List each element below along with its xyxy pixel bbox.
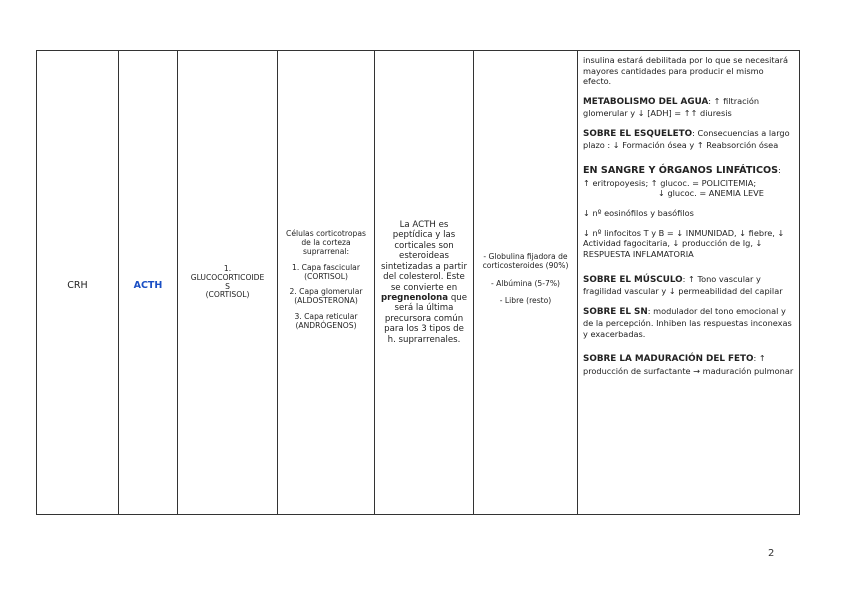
effect-bone-text: : Consecuencias a largo plazo : ↓ Formación ósea y ↑ Reabsorción ósea <box>583 128 790 151</box>
effect-blood-colon: : <box>778 165 781 176</box>
effect-water <box>583 96 794 119</box>
effect-muscle <box>583 274 794 297</box>
transport-item-1: - Globulina fijadora de corticosteroides (90%) <box>482 251 569 271</box>
synthesis-after: que será la última precursora común para los 3 tipos de h. suprarrenales. <box>384 292 468 345</box>
target-hormone-name-1: GLUCOCORTICOIDE <box>190 272 265 282</box>
synthesis-cell <box>375 51 474 515</box>
cells-item-2: 2. Capa glomerular (ALDOSTERONA) <box>289 287 363 306</box>
effect-bone <box>583 128 794 151</box>
effects-cell <box>578 51 800 515</box>
effect-nervous <box>583 306 794 340</box>
producing-cells-cell <box>278 51 375 515</box>
transport-list <box>474 252 577 306</box>
target-hormone <box>178 265 277 301</box>
effect-fetus-text: : ↑ producción de surfactante → maduración pulmonar <box>583 353 794 376</box>
effect-water-heading: METABOLISMO DEL AGUA <box>583 96 709 107</box>
effect-nervous-text: : modulador del tono emocional y de la percepción. Inhiben las respuestas inconexas y exacerbadas. <box>583 305 792 339</box>
hypothalamic-hormone: CRH <box>67 280 88 291</box>
effect-blood-heading: EN SANGRE Y ÓRGANOS LINFÁTICOS <box>583 165 779 177</box>
effect-muscle-heading: SOBRE EL MÚSCULO <box>583 274 683 285</box>
pituitary-hormone: ACTH <box>133 280 163 291</box>
transport-item-2: - Albúmina (5-7%) <box>490 278 561 288</box>
table-row <box>37 51 800 515</box>
pituitary-hormone-cell <box>119 51 178 515</box>
effect-fetus <box>583 353 794 376</box>
cells-item-1: 1. Capa fascicular (CORTISOL) <box>292 262 360 281</box>
effect-bone-heading: SOBRE EL ESQUELETO <box>583 129 693 140</box>
transport-item-3: - Libre (resto) <box>499 295 552 305</box>
cells-item-3: 3. Capa reticular (ANDRÓGENOS) <box>294 311 358 330</box>
synthesis-bold: pregnenolona <box>380 292 449 303</box>
synthesis-text <box>375 220 473 346</box>
effect-water-text: : ↑ filtración glomerular y ↓ [ADH] = ↑↑ diuresis <box>583 95 760 119</box>
effect-blood-line-1: ↑ eritropoyesis; ↑ glucoc. = POLICITEMIA; <box>583 177 757 188</box>
effect-blood <box>583 165 794 199</box>
hormone-table <box>36 50 800 515</box>
cells-intro: Células corticotropas de la corteza suprarrenal: <box>286 228 366 257</box>
effect-insulin: insulina estará debilitada por lo que se necesitará mayores cantidades para producir el mismo efecto. <box>583 55 789 87</box>
synthesis-before: La ACTH es peptídica y las corticales son esteroideas sintetizadas a partir del colesterol. Este se convierte en <box>381 219 467 293</box>
effect-blood-line-2: ↓ glucoc. = ANEMIA LEVE <box>658 188 764 199</box>
target-hormone-number: 1. <box>223 263 232 273</box>
page-number: 2 <box>768 548 775 559</box>
target-hormone-example: (CORTISOL) <box>205 290 250 300</box>
producing-cells <box>278 229 374 330</box>
target-hormone-name-2: S <box>225 281 230 291</box>
effect-muscle-text: : ↑ Tono vascular y fragilidad vascular y ↓ permeabilidad del capilar <box>583 273 783 296</box>
effect-eosinophils: ↓ nº eosinófilos y basófilos <box>583 207 694 218</box>
hypothalamic-hormone-cell <box>37 51 119 515</box>
target-hormone-cell <box>178 51 278 515</box>
effect-nervous-heading: SOBRE EL SN <box>583 306 648 317</box>
effect-lymphocytes: ↓ nº linfocitos T y B = ↓ INMUNIDAD, ↓ fiebre, ↓ Actividad fagocitaria, ↓ producción de Ig, ↓ RESPUESTA INFLAMATORIA <box>583 227 785 259</box>
transport-cell <box>474 51 578 515</box>
effect-fetus-heading: SOBRE LA MADURACIÓN DEL FETO <box>583 354 754 365</box>
effects-list <box>583 55 794 376</box>
